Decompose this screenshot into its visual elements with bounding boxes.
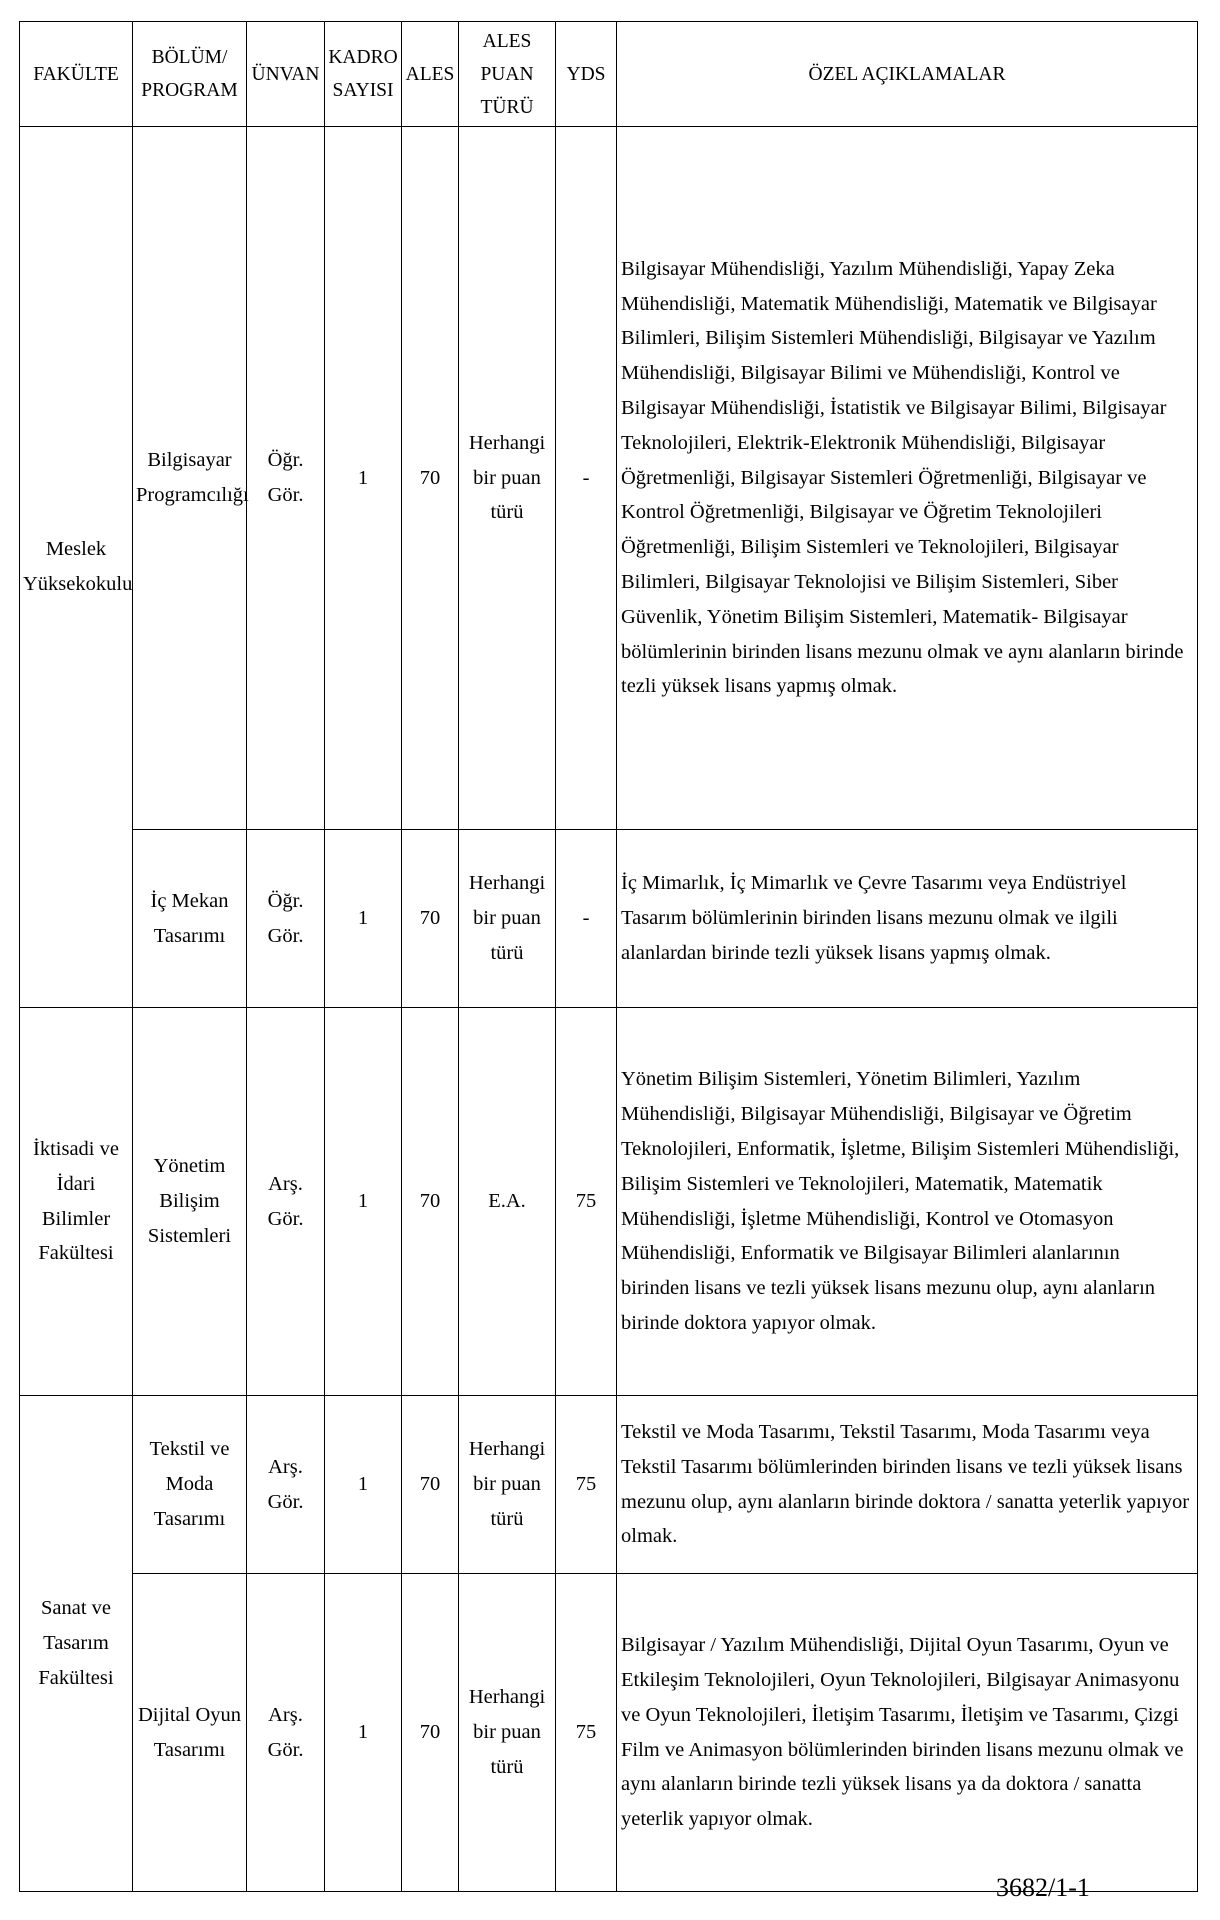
table-row	[20, 1396, 1198, 1574]
program-cell: Yönetim Bilişim Sistemleri	[133, 1008, 247, 1396]
score-type-cell: Herhangi bir puan türü	[459, 127, 556, 830]
faculty-cell: İktisadi ve İdari Bilimler Fakültesi	[20, 1008, 133, 1396]
program-cell: Dijital Oyun Tasarımı	[133, 1574, 247, 1892]
header-kadro: KADRO SAYISI	[325, 22, 402, 127]
title-cell: Arş. Gör.	[247, 1574, 325, 1892]
table-row	[20, 830, 1198, 1008]
quota-cell: 1	[325, 830, 402, 1008]
program-cell: İç Mekan Tasarımı	[133, 830, 247, 1008]
ales-cell: 70	[402, 127, 459, 830]
title-cell: Arş. Gör.	[247, 1008, 325, 1396]
yds-cell: 75	[556, 1574, 617, 1892]
yds-cell: -	[556, 830, 617, 1008]
score-type-cell: Herhangi bir puan türü	[459, 1396, 556, 1574]
header-ales-puan: ALES PUAN TÜRÜ	[459, 22, 556, 127]
program-cell: Tekstil ve Moda Tasarımı	[133, 1396, 247, 1574]
yds-cell: 75	[556, 1008, 617, 1396]
staff-position-table	[19, 21, 1198, 1892]
header-ales: ALES	[402, 22, 459, 127]
header-row	[20, 22, 1198, 127]
quota-cell: 1	[325, 1008, 402, 1396]
header-fakulte: FAKÜLTE	[20, 22, 133, 127]
quota-cell: 1	[325, 1574, 402, 1892]
quota-cell: 1	[325, 127, 402, 830]
description-cell: Yönetim Bilişim Sistemleri, Yönetim Bilimleri, Yazılım Mühendisliği, Bilgisayar Mühendisliği, Bilgisayar ve Öğretim Teknolojileri, Enformatik, İşletme, Bilişim Sistemleri Mühendisliği, Bilişim Sistemleri ve Teknolojileri, Matematik, Matematik Mühendisliği, İşletme Mühendisliği, Kontrol ve Otomasyon Mühendisliği, Enformatik ve Bilgisayar Bilimleri alanlarının birinden lisans ve tezli yüksek lisans mezunu olup, aynı alanların birinde doktora yapıyor olmak.	[617, 1008, 1198, 1396]
title-cell: Öğr. Gör.	[247, 127, 325, 830]
ales-cell: 70	[402, 1008, 459, 1396]
header-yds: YDS	[556, 22, 617, 127]
program-cell: Bilgisayar Programcılığı	[133, 127, 247, 830]
document-code: 3682/1-1	[996, 1873, 1090, 1902]
faculty-cell: Meslek Yüksekokulu	[20, 127, 133, 1008]
table-row	[20, 127, 1198, 830]
score-type-cell: Herhangi bir puan türü	[459, 830, 556, 1008]
score-type-cell: Herhangi bir puan türü	[459, 1574, 556, 1892]
description-cell: Tekstil ve Moda Tasarımı, Tekstil Tasarımı, Moda Tasarımı veya Tekstil Tasarımı bölümlerinden birinden lisans ve tezli yüksek lisans mezunu olup, aynı alanların birinde doktora / sanatta yeterlik yapıyor olmak.	[617, 1396, 1198, 1574]
header-bolum: BÖLÜM/ PROGRAM	[133, 22, 247, 127]
yds-cell: 75	[556, 1396, 617, 1574]
ales-cell: 70	[402, 1574, 459, 1892]
ales-cell: 70	[402, 830, 459, 1008]
description-cell: Bilgisayar / Yazılım Mühendisliği, Dijital Oyun Tasarımı, Oyun ve Etkileşim Teknolojileri, Oyun Teknolojileri, Bilgisayar Animasyonu ve Oyun Teknolojileri, İletişim Tasarımı, İletişim ve Tasarımı, Çizgi Film ve Animasyon bölümlerinden birinden lisans mezunu olmak ve aynı alanların birinde tezli yüksek lisans ya da doktora / sanatta yeterlik yapıyor olmak.	[617, 1574, 1198, 1892]
score-type-cell: E.A.	[459, 1008, 556, 1396]
description-cell: Bilgisayar Mühendisliği, Yazılım Mühendisliği, Yapay Zeka Mühendisliği, Matematik Mühendisliği, Matematik ve Bilgisayar Bilimleri, Bilişim Sistemleri Mühendisliği, Bilgisayar ve Yazılım Mühendisliği, Bilgisayar Bilimi ve Mühendisliği, Kontrol ve Bilgisayar Mühendisliği, İstatistik ve Bilgisayar Bilimi, Bilgisayar Teknolojileri, Elektrik-Elektronik Mühendisliği, Bilgisayar Öğretmenliği, Bilgisayar Sistemleri Öğretmenliği, Bilgisayar ve Kontrol Öğretmenliği, Bilgisayar ve Öğretim Teknolojileri Öğretmenliği, Bilişim Sistemleri ve Teknolojileri, Bilgisayar Bilimleri, Bilgisayar Teknolojisi ve Bilişim Sistemleri, Siber Güvenlik, Yönetim Bilişim Sistemleri, Matematik- Bilgisayar bölümlerinin birinden lisans mezunu olmak ve aynı alanların birinde tezli yüksek lisans yapmış olmak.	[617, 127, 1198, 830]
yds-cell: -	[556, 127, 617, 830]
title-cell: Öğr. Gör.	[247, 830, 325, 1008]
quota-cell: 1	[325, 1396, 402, 1574]
table-row	[20, 1008, 1198, 1396]
description-cell: İç Mimarlık, İç Mimarlık ve Çevre Tasarımı veya Endüstriyel Tasarım bölümlerinin birinden lisans mezunu olmak ve ilgili alanlardan birinde tezli yüksek lisans yapmış olmak.	[617, 830, 1198, 1008]
faculty-cell: Sanat ve Tasarım Fakültesi	[20, 1396, 133, 1892]
title-cell: Arş. Gör.	[247, 1396, 325, 1574]
header-unvan: ÜNVAN	[247, 22, 325, 127]
header-ozel: ÖZEL AÇIKLAMALAR	[617, 22, 1198, 127]
ales-cell: 70	[402, 1396, 459, 1574]
table-row	[20, 1574, 1198, 1892]
